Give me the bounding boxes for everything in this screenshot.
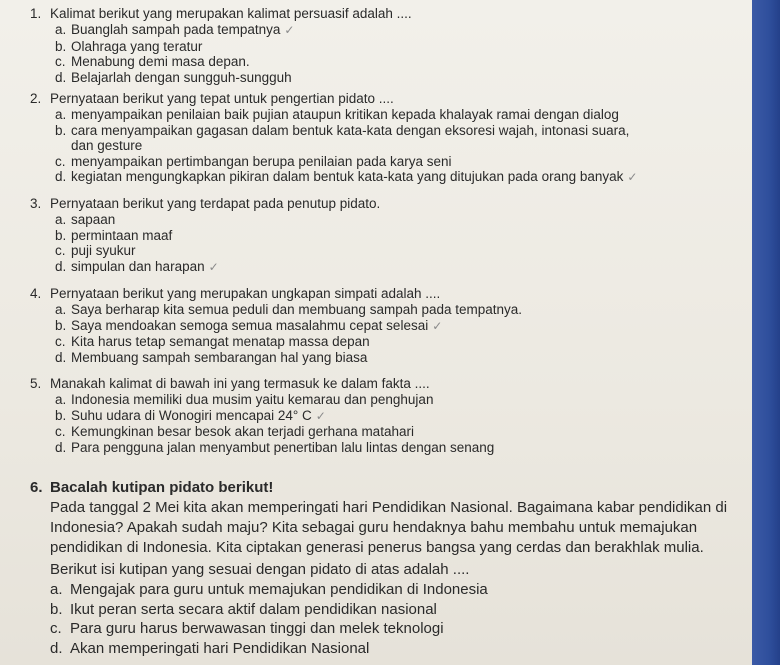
speech-excerpt: Pada tanggal 2 Mei kita akan memperingati hari Pendidikan Nasional. Bagaimana kabar pendidikan di Indonesia? Apakah sudah maju? Kita sebagai guru hendaknya bahu membahu untuk memajukan pendidikan di Indonesia. Kita ciptakan generasi penerus bangsa yang cerdas dan berakhlak mulia. <box>50 499 728 556</box>
option-text: Membuang sampah sembarangan hal yang biasa <box>71 349 368 365</box>
question-title: Bacalah kutipan pidato berikut! <box>50 479 274 496</box>
option-text: Saya mendoakan semoga semua masalahmu cepat selesai <box>71 317 429 333</box>
option-text: Olahraga yang teratur <box>71 38 203 54</box>
option-text: menyampaikan pertimbangan berupa penilaian pada karya seni <box>71 153 452 169</box>
option-letter: d. <box>55 69 67 85</box>
option-text: cara menyampaikan gagasan dalam bentuk kata-kata dengan eksoresi wajah, intonasi suara, <box>71 122 630 138</box>
option-letter: d. <box>55 169 67 184</box>
option-text: Saya berharap kita semua peduli dan membuang sampah pada tempatnya. <box>71 302 523 317</box>
question-number: 6. <box>30 479 43 496</box>
option-b <box>30 123 745 139</box>
option-text: Kemungkinan besar besok akan terjadi gerhana matahari <box>71 424 414 439</box>
option-letter: c. <box>50 620 62 637</box>
question-number: 4. <box>30 286 42 301</box>
option-text: simpulan dan harapan <box>71 258 205 274</box>
question-1 <box>30 6 745 85</box>
option-letter: d. <box>55 258 67 274</box>
question-number: 3. <box>30 196 42 211</box>
option-letter: b. <box>50 600 63 618</box>
question-number: 1. <box>30 6 42 21</box>
option-text: Belajarlah dengan sungguh-sungguh <box>71 69 292 85</box>
option-b <box>30 228 745 244</box>
option-letter: c. <box>55 334 66 349</box>
check-mark-icon: ✓ <box>627 170 638 184</box>
option-letter: a. <box>55 392 67 407</box>
option-text: Ikut peran serta secara aktif dalam pendidikan nasional <box>70 600 437 618</box>
option-text: Buanglah sampah pada tempatnya <box>71 22 281 37</box>
option-text: sapaan <box>71 212 116 227</box>
question-text: Berikut isi kutipan yang sesuai dengan pidato di atas adalah .... <box>50 561 470 578</box>
option-a <box>30 107 745 123</box>
question-number: 2. <box>30 91 42 106</box>
option-d <box>30 70 745 86</box>
option-letter: d. <box>55 349 67 365</box>
option-text: Akan memperingati hari Pendidikan Nasional <box>70 639 370 657</box>
question-text: Manakah kalimat di bawah ini yang termasuk ke dalam fakta .... <box>50 376 430 391</box>
blue-background-edge <box>752 0 780 665</box>
check-mark-icon: ✓ <box>284 23 295 37</box>
option-text: Suhu udara di Wonogiri mencapai 24° C <box>71 407 312 423</box>
question-6 <box>30 478 745 658</box>
check-mark-icon: ✓ <box>432 318 443 333</box>
question-text: Pernyataan berikut yang merupakan ungkapan simpati adalah .... <box>50 286 441 301</box>
option-letter: b. <box>55 227 67 243</box>
option-letter: a. <box>55 22 67 37</box>
option-b-continuation: dan gesture <box>71 138 143 153</box>
option-c <box>30 154 745 170</box>
option-letter: b. <box>55 122 67 138</box>
question-number: 5. <box>30 376 42 391</box>
option-b <box>30 39 745 55</box>
question-5 <box>30 376 745 455</box>
check-mark-icon: ✓ <box>315 408 326 423</box>
option-text: puji syukur <box>71 243 136 258</box>
option-letter: a. <box>50 581 63 598</box>
option-d <box>30 440 745 456</box>
question-text: Pernyataan berikut yang terdapat pada penutup pidato. <box>50 196 381 211</box>
option-letter: c. <box>55 153 66 169</box>
option-letter: a. <box>55 212 67 227</box>
question-3 <box>30 196 745 275</box>
option-b <box>30 408 745 425</box>
option-b <box>30 318 745 335</box>
option-text: menyampaikan penilaian baik pujian ataupun kritikan kepada khalayak ramai dengan dialog <box>71 107 619 122</box>
option-letter: c. <box>55 54 66 69</box>
option-text: Menabung demi masa depan. <box>71 54 250 69</box>
question-4 <box>30 286 745 365</box>
option-letter: d. <box>50 639 63 657</box>
option-d <box>30 350 745 366</box>
check-mark-icon: ✓ <box>208 259 219 274</box>
option-text: permintaan maaf <box>71 227 173 243</box>
option-text: Para pengguna jalan menyambut penertiban lalu lintas dengan senang <box>71 439 495 455</box>
option-text: Mengajak para guru untuk memajukan pendidikan di Indonesia <box>70 581 488 598</box>
option-b <box>30 600 745 620</box>
option-a <box>30 212 745 228</box>
option-letter: b. <box>55 38 67 54</box>
option-text: Para guru harus berwawasan tinggi dan melek teknologi <box>70 620 444 637</box>
option-c <box>30 619 745 639</box>
option-a <box>30 580 745 600</box>
option-a <box>30 302 745 318</box>
option-letter: c. <box>55 243 66 258</box>
option-letter: a. <box>55 107 67 122</box>
option-d <box>30 639 745 659</box>
option-letter: d. <box>55 439 67 455</box>
option-text: Indonesia memiliki dua musim yaitu kemarau dan penghujan <box>71 392 434 407</box>
option-text: Kita harus tetap semangat menatap massa depan <box>71 334 370 349</box>
option-c <box>30 334 745 350</box>
question-text: Pernyataan berikut yang tepat untuk pengertian pidato .... <box>50 91 394 106</box>
question-text: Kalimat berikut yang merupakan kalimat persuasif adalah .... <box>50 6 412 21</box>
option-letter: b. <box>55 317 67 333</box>
option-a <box>30 392 745 408</box>
option-text: kegiatan mengungkapkan pikiran dalam bentuk kata-kata yang ditujukan pada orang banyak <box>71 169 624 184</box>
option-letter: c. <box>55 424 66 439</box>
option-letter: b. <box>55 407 67 423</box>
option-letter: a. <box>55 302 67 317</box>
option-a <box>30 22 745 39</box>
option-c <box>30 424 745 440</box>
option-d <box>30 259 745 276</box>
question-2 <box>30 91 745 186</box>
option-d <box>30 169 745 186</box>
option-c <box>30 54 745 70</box>
option-c <box>30 243 745 259</box>
